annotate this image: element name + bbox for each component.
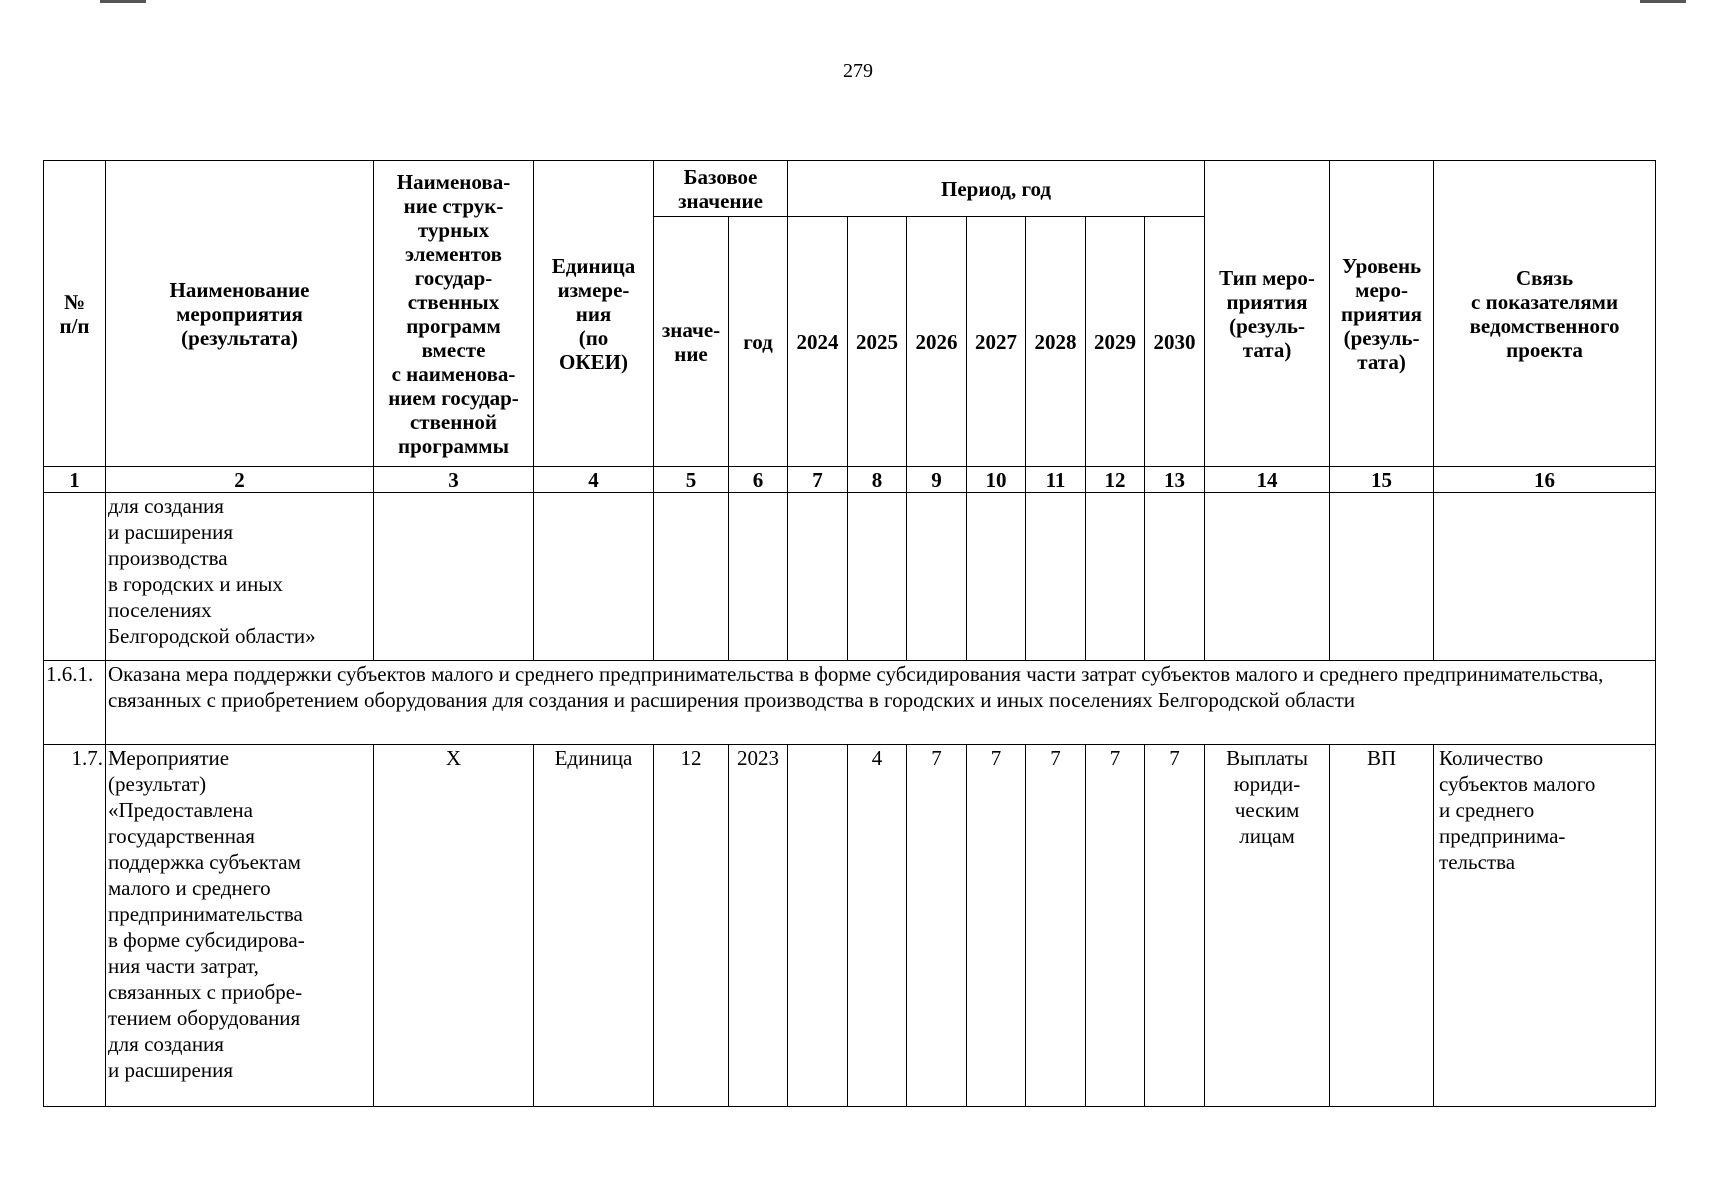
cell-empty <box>1330 493 1434 661</box>
cell-empty <box>534 493 654 661</box>
measure-base-value: 12 <box>654 745 729 1107</box>
measures-table <box>43 160 1656 1107</box>
header-row-1 <box>44 161 1656 217</box>
continuation-row <box>44 493 1656 661</box>
column-number: 16 <box>1434 467 1656 493</box>
measure-row <box>44 745 1656 1107</box>
column-number: 8 <box>848 467 907 493</box>
cell-empty <box>374 493 534 661</box>
header-link: Связь с показателями ведомственного проекта <box>1434 161 1656 467</box>
header-year: 2029 <box>1086 217 1145 467</box>
measure-base-year: 2023 <box>729 745 788 1107</box>
measure-value-2027: 7 <box>967 745 1026 1107</box>
measure-value-2026: 7 <box>907 745 967 1107</box>
column-number: 1 <box>44 467 106 493</box>
cell-empty <box>1086 493 1145 661</box>
scan-edge-mark <box>1640 0 1686 3</box>
cell-empty <box>729 493 788 661</box>
header-unit: Единица измере- ния (по ОКЕИ) <box>534 161 654 467</box>
column-number: 13 <box>1145 467 1205 493</box>
column-number: 3 <box>374 467 534 493</box>
measure-struct: Х <box>374 745 534 1107</box>
cell-empty <box>967 493 1026 661</box>
header-struct: Наименова- ние струк- турных элементов государ- ственных программ вместе с наименова- нием государ- ственной программы <box>374 161 534 467</box>
header-year: 2026 <box>907 217 967 467</box>
measure-name: Мероприятие (результат) «Предоставлена государственная поддержка субъектам малого и среднего предпринимательства в форме субсидирова- ния части затрат, связанных с приобре- тением оборудования для создания и расширения <box>106 745 374 1107</box>
column-number: 2 <box>106 467 374 493</box>
header-year: 2025 <box>848 217 907 467</box>
continuation-name: для создания и расширения производства в городских и иных поселениях Белгородской области» <box>106 493 374 661</box>
task-row <box>44 661 1656 745</box>
header-name: Наименование мероприятия (результата) <box>106 161 374 467</box>
header-base-value: значе- ние <box>654 217 729 467</box>
measure-value-2024 <box>788 745 848 1107</box>
column-number: 11 <box>1026 467 1086 493</box>
column-number: 5 <box>654 467 729 493</box>
header-base-group: Базовое значение <box>654 161 788 217</box>
column-number: 15 <box>1330 467 1434 493</box>
task-number: 1.6.1. <box>44 661 106 745</box>
cell-empty <box>654 493 729 661</box>
column-number: 9 <box>907 467 967 493</box>
cell-empty <box>1026 493 1086 661</box>
column-number: 10 <box>967 467 1026 493</box>
scan-edge-mark <box>100 0 146 3</box>
header-year: 2027 <box>967 217 1026 467</box>
header-year: 2028 <box>1026 217 1086 467</box>
header-num: № п/п <box>44 161 106 467</box>
column-number: 12 <box>1086 467 1145 493</box>
measure-unit: Единица <box>534 745 654 1107</box>
measure-level: ВП <box>1330 745 1434 1107</box>
header-type: Тип меро- приятия (резуль- тата) <box>1205 161 1330 467</box>
column-number-row <box>44 467 1656 493</box>
measure-value-2025: 4 <box>848 745 907 1107</box>
measure-number: 1.7. <box>44 745 106 1107</box>
task-text: Оказана мера поддержки субъектов малого и среднего предпринимательства в форме субсидирования части затрат субъектов малого и среднего предпринимательства, связанных с приобретением оборудования для создания и расширения производства в городских и иных поселениях Белгородской области <box>106 661 1656 745</box>
column-number: 7 <box>788 467 848 493</box>
header-base-year: год <box>729 217 788 467</box>
header-year: 2030 <box>1145 217 1205 467</box>
column-number: 14 <box>1205 467 1330 493</box>
measure-value-2028: 7 <box>1026 745 1086 1107</box>
document-table-wrapper <box>43 160 1656 1107</box>
measure-value-2029: 7 <box>1086 745 1145 1107</box>
cell-empty <box>907 493 967 661</box>
measure-link: Количество субъектов малого и среднего предпринима- тельства <box>1434 745 1656 1107</box>
column-number: 6 <box>729 467 788 493</box>
cell-empty <box>1434 493 1656 661</box>
header-period-group: Период, год <box>788 161 1205 217</box>
cell-empty <box>788 493 848 661</box>
page-number: 279 <box>843 60 873 82</box>
header-year: 2024 <box>788 217 848 467</box>
cell-empty <box>1145 493 1205 661</box>
column-number: 4 <box>534 467 654 493</box>
cell-empty <box>44 493 106 661</box>
header-level: Уровень меро- приятия (резуль- тата) <box>1330 161 1434 467</box>
measure-type: Выплаты юриди- ческим лицам <box>1205 745 1330 1107</box>
cell-empty <box>848 493 907 661</box>
measure-value-2030: 7 <box>1145 745 1205 1107</box>
cell-empty <box>1205 493 1330 661</box>
